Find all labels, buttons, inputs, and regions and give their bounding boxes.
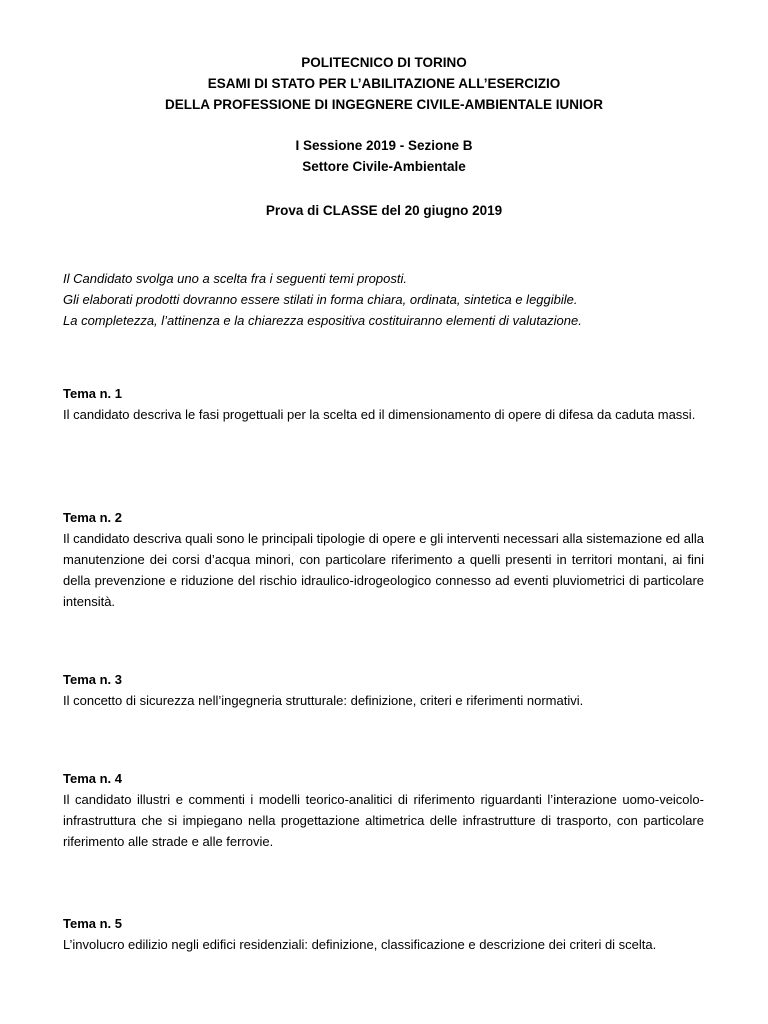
tema-text: Il candidato descriva quali sono le principali tipologie di opere e gli interventi necessari alla sistemazione ed alla manutenzione dei corsi d’acqua minori, con particolare riferimento a quelli presenti in territori montani, ai fini della prevenzione e riduzione del rischio idraulico-idrogeologico connesso ad eventi pluviometrici di particolare intensità. bbox=[63, 531, 704, 609]
session-title: I Sessione 2019 - Sezione B bbox=[295, 138, 473, 153]
profession-title: DELLA PROFESSIONE DI INGEGNERE CIVILE-AMBIENTALE IUNIOR bbox=[164, 97, 604, 112]
tema-text: Il concetto di sicurezza nell’ingegneria strutturale: definizione, criteri e riferimenti normativi. bbox=[63, 693, 584, 708]
tema-title: Tema n. 3 bbox=[63, 672, 123, 687]
tema-text: L’involucro edilizio negli edifici residenziali: definizione, classificazione e descrizione dei criteri di scelta. bbox=[63, 937, 657, 952]
tema-title: Tema n. 1 bbox=[63, 386, 123, 401]
instructions bbox=[63, 268, 713, 331]
tema-text: Il candidato descriva le fasi progettuali per la scelta ed il dimensionamento di opere di difesa da caduta massi. bbox=[63, 407, 696, 422]
document-header bbox=[0, 52, 768, 115]
exam-date-title: Prova di CLASSE del 20 giugno 2019 bbox=[265, 203, 503, 218]
session-block bbox=[0, 135, 768, 177]
instruction-line: Il Candidato svolga uno a scelta fra i seguenti temi proposti. bbox=[63, 271, 407, 286]
sector-title: Settore Civile-Ambientale bbox=[302, 159, 466, 174]
exam-date-block bbox=[0, 200, 768, 221]
tema-1 bbox=[63, 383, 704, 425]
tema-4 bbox=[63, 768, 704, 852]
tema-3 bbox=[63, 669, 704, 711]
tema-5 bbox=[63, 913, 704, 955]
tema-text: Il candidato illustri e commenti i modelli teorico-analitici di riferimento riguardanti l’interazione uomo-veicolo-infrastruttura che si impiegano nella progettazione altimetrica delle infrastrutture di trasporto, con particolare riferimento alle strade e alle ferrovie. bbox=[63, 792, 704, 849]
institution-title: POLITECNICO DI TORINO bbox=[301, 55, 467, 70]
instruction-line: Gli elaborati prodotti dovranno essere stilati in forma chiara, ordinata, sintetica e leggibile. bbox=[63, 292, 578, 307]
exam-title: ESAMI DI STATO PER L’ABILITAZIONE ALL’ESERCIZIO bbox=[207, 76, 561, 91]
tema-title: Tema n. 2 bbox=[63, 510, 123, 525]
tema-2 bbox=[63, 507, 704, 612]
tema-title: Tema n. 4 bbox=[63, 771, 123, 786]
instruction-line: La completezza, l’attinenza e la chiarezza espositiva costituiranno elementi di valutazione. bbox=[63, 313, 582, 328]
tema-title: Tema n. 5 bbox=[63, 916, 123, 931]
